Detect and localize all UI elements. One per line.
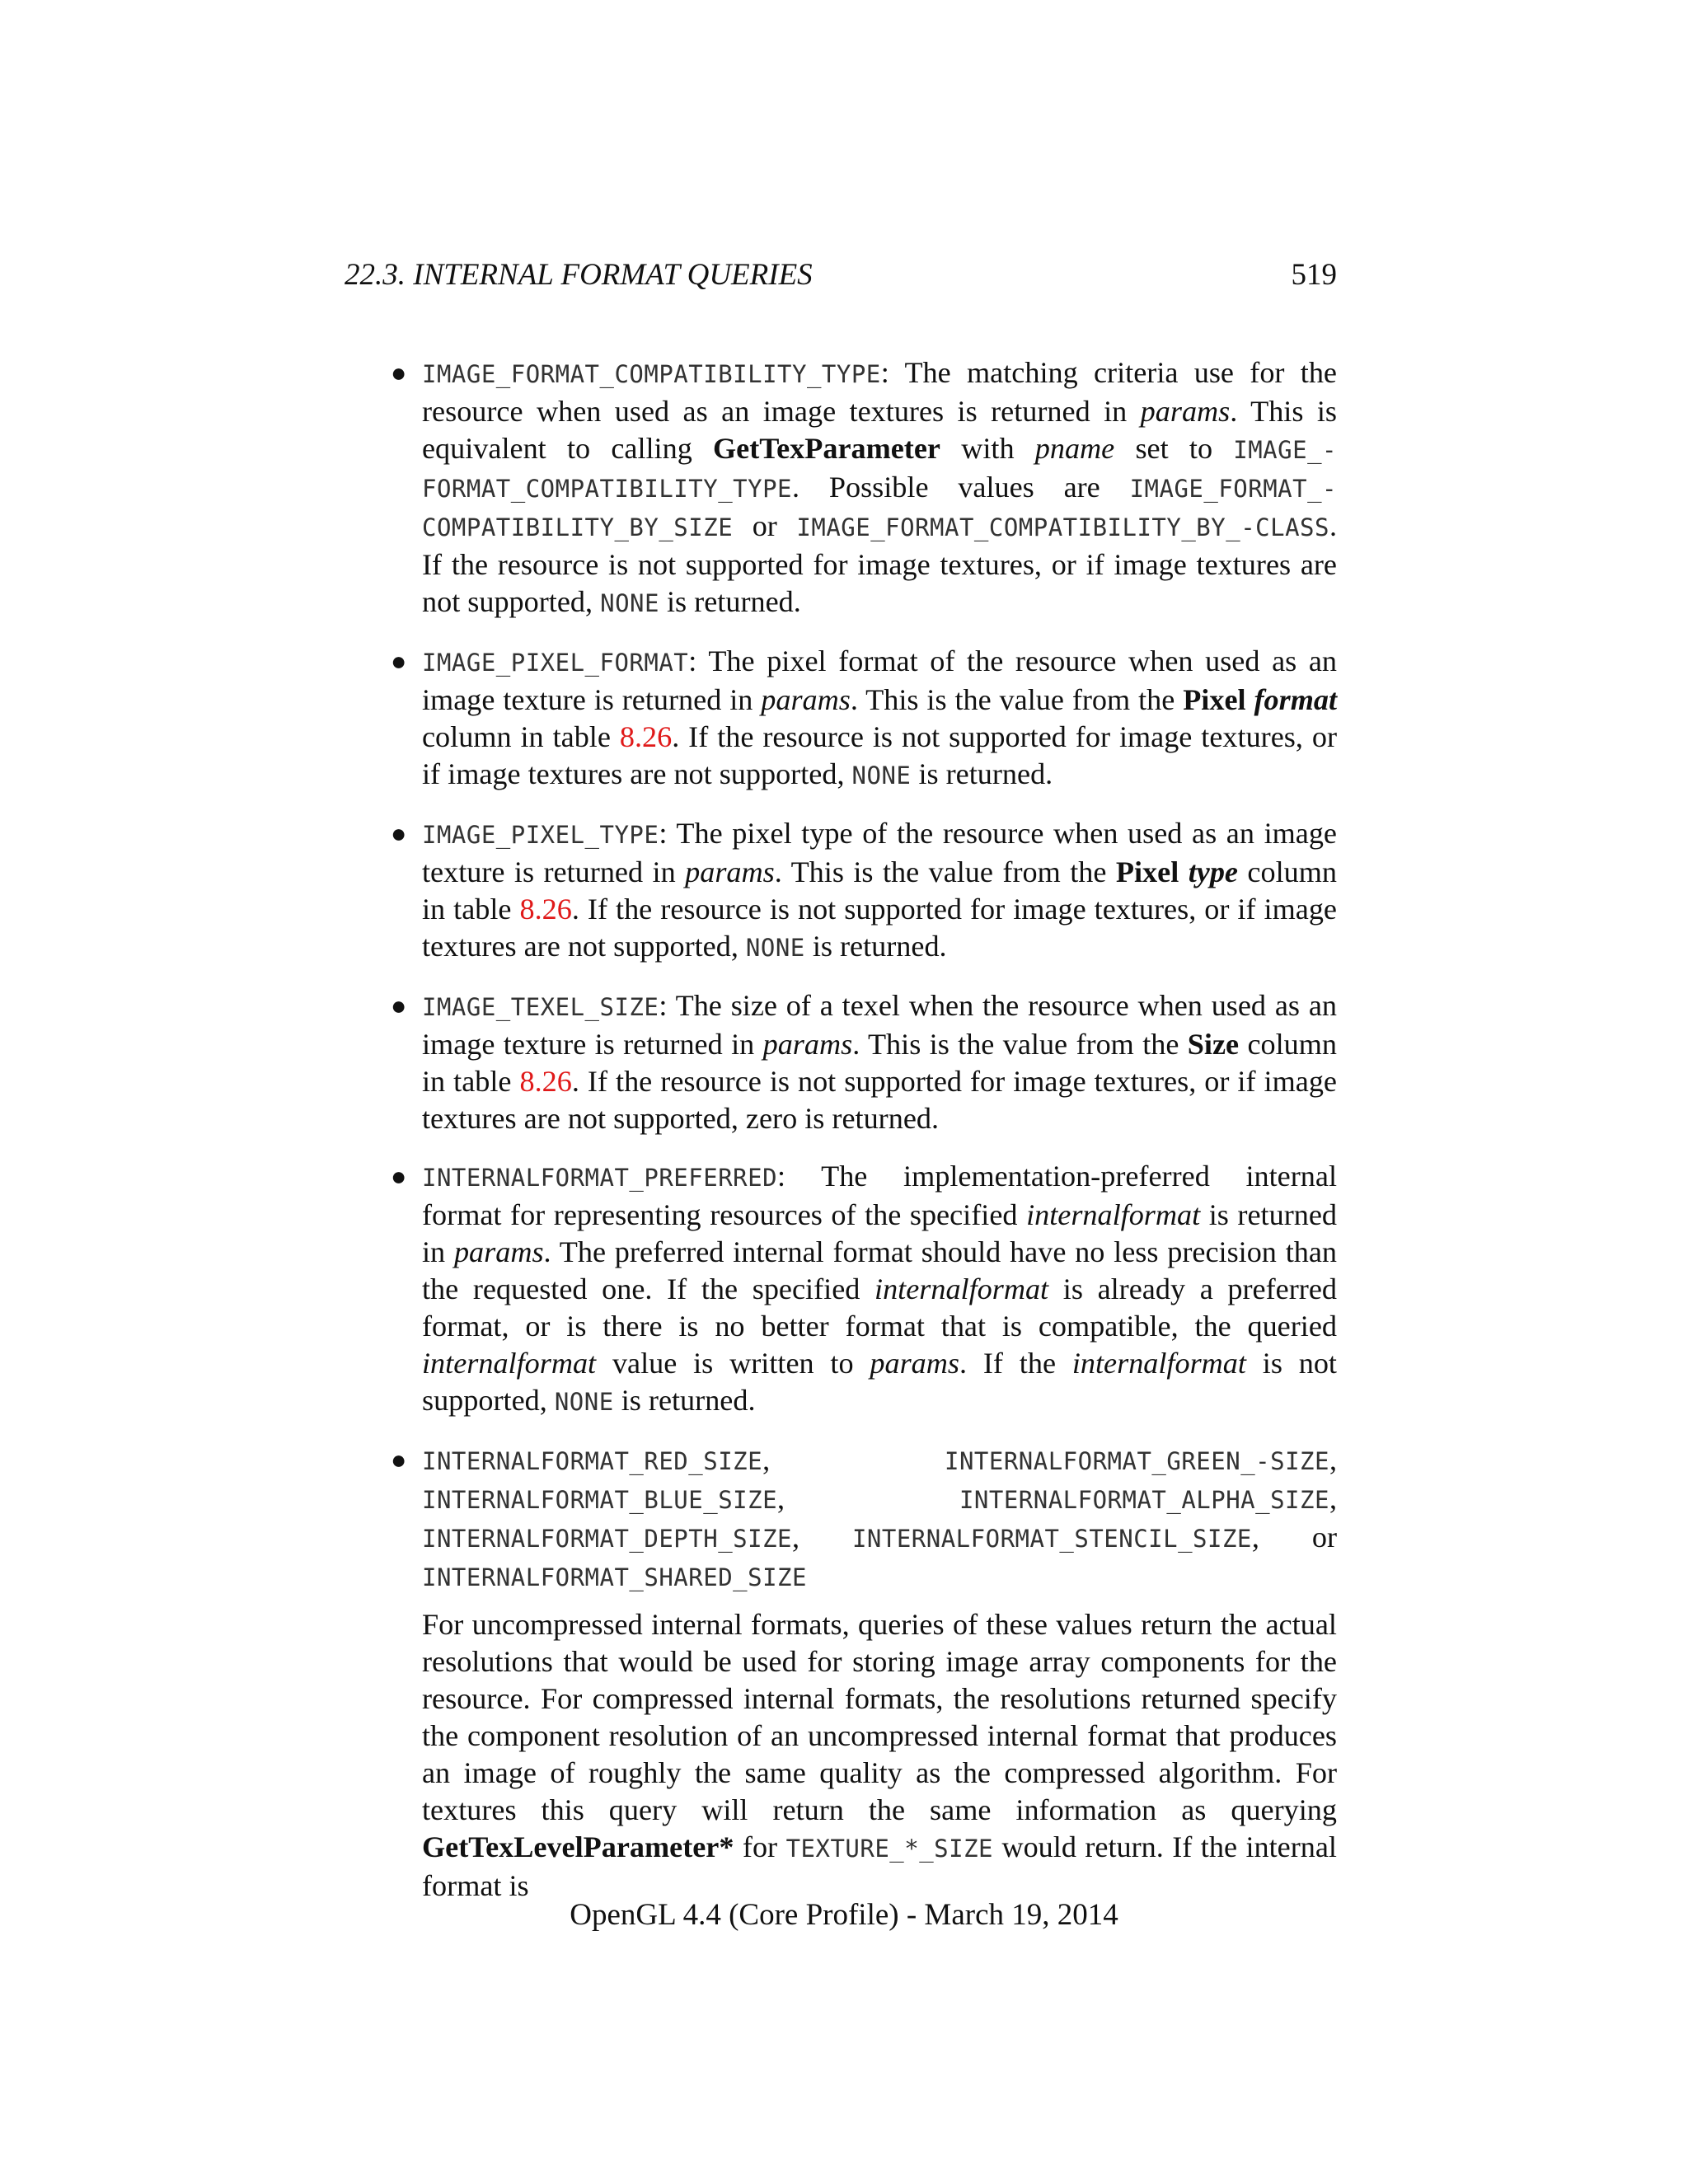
bullet-icon: ● [391,818,407,848]
bullet-icon: ● [391,991,407,1020]
text-run: For uncompressed internal formats, queries of these values return the actual resolutions that would be used for storing image array components for the resource. For compressed internal formats, the resolutions returned specify the component resolution of an uncompressed internal format that produces an image of roughly the same quality as the compressed algorithm. For textures this query will return the same information as querying [422,1608,1337,1826]
italic-term: params [453,1235,544,1268]
text-run: set to [1114,432,1234,465]
code-token: IMAGE_-FORMAT_COMPATIBILITY_TYPE [422,436,1337,503]
text-run: . If the resource is not supported for image textures, or if image textures are not supported, [422,893,1337,963]
item-paragraph [422,987,1337,1137]
code-token: INTERNALFORMAT_PREFERRED [422,1164,778,1192]
bold-italic-term: type [1188,855,1238,888]
text-run: . If the resource is not supported for image textures, or if image textures are not supported, [422,509,1337,618]
italic-term: internalformat [1071,1347,1246,1380]
code-token: INTERNALFORMAT_DEPTH_SIZE [422,1525,792,1553]
text-run: or [733,509,797,542]
text-run: , [762,1443,945,1476]
code-token: INTERNALFORMAT_BLUE_SIZE [422,1486,778,1514]
text-run: : The pixel type of the resource when used as an image texture is returned in [422,817,1337,888]
item-paragraph [422,354,1337,622]
text-run: . This is the value from the [850,683,1184,716]
text-run: column in table [422,720,620,753]
list-item [391,1441,1337,1905]
bold-term: Size [1187,1028,1240,1061]
text-run: : The size of a texel when the resource when used as an image texture is returned in [422,989,1337,1061]
table-reference-link[interactable]: 8.26 [519,1065,572,1098]
text-run: . The preferred internal format should have no less precision than the requested one. If the specified [422,1235,1337,1305]
code-token: IMAGE_PIXEL_TYPE [422,821,659,849]
text-run: with [940,432,1035,465]
text-run: is returned. [911,757,1053,790]
item-paragraph [422,643,1337,794]
code-token: INTERNALFORMAT_RED_SIZE [422,1447,763,1475]
text-run: is already a preferred format, or is there is no better format that is compatible, the queried [422,1272,1337,1343]
code-token: IMAGE_FORMAT_-COMPATIBILITY_BY_SIZE [422,475,1337,541]
text-run: , [1329,1482,1337,1515]
text-run: is returned. [804,930,947,963]
text-run: : The matching criteria use for the resource when used as an image textures is returned in [422,356,1337,428]
bold-term: GetTexLevelParameter* [422,1830,734,1863]
italic-term: pname [1034,432,1115,465]
text-run: . This is the value from the [774,855,1116,888]
italic-term: params [685,855,775,888]
text-run: . This is equivalent to calling [422,395,1337,465]
item-paragraph [422,1158,1337,1421]
italic-term: params [761,683,851,716]
text-run: . This is the value from the [852,1028,1188,1061]
bullet-icon: ● [391,1161,407,1191]
text-run: column in table [422,1028,1338,1098]
text-run: would return. If the internal format is [422,1830,1337,1902]
code-token: NONE [745,934,805,962]
code-token: INTERNALFORMAT_SHARED_SIZE [422,1563,807,1591]
text-run: column in table [422,855,1337,926]
text-run: for [734,1830,786,1863]
list-item [391,354,1337,622]
italic-term: params [762,1028,853,1061]
code-token: NONE [600,589,659,617]
item-paragraph [422,815,1337,967]
running-title: 22.3. INTERNAL FORMAT QUERIES [345,258,813,292]
page-footer: OpenGL 4.4 (Core Profile) - March 19, 2014 [570,1898,1118,1932]
item-continuation-paragraph [422,1606,1337,1905]
bold-term: Pixel [1183,683,1254,716]
bullet-icon: ● [391,1445,407,1474]
list-item [391,987,1337,1137]
text-run: is returned in [422,1198,1337,1268]
list-item [391,1158,1337,1421]
table-reference-link[interactable]: 8.26 [619,720,673,753]
text-run: is returned. [613,1384,756,1417]
text-run: . If the resource is not supported for image textures, or if image textures are not supported, zero is returned. [422,1065,1337,1135]
text-run: . If the [959,1347,1072,1380]
table-reference-link[interactable]: 8.26 [519,893,572,926]
list-item [391,643,1337,794]
italic-term: params [870,1347,959,1380]
code-token: IMAGE_PIXEL_FORMAT [422,649,689,677]
code-token: IMAGE_TEXEL_SIZE [422,993,659,1021]
item-paragraph [422,1441,1337,1596]
text-run: , [792,1521,852,1554]
bold-term: GetTexParameter [713,432,940,465]
text-run: , [1329,1443,1337,1476]
bold-term: Pixel [1115,855,1189,888]
bold-italic-term: format [1254,683,1337,716]
code-token: IMAGE_FORMAT_COMPATIBILITY_TYPE [422,360,881,388]
text-run: : The pixel format of the resource when used as an image texture is returned in [422,644,1337,716]
list-item [391,815,1337,967]
code-token: NONE [554,1388,614,1416]
text-run: value is written to [596,1347,870,1380]
text-run: is not supported, [422,1347,1337,1417]
italic-term: internalformat [874,1272,1049,1305]
page-header [345,257,1337,293]
bullet-icon: ● [391,358,407,387]
page-number: 519 [1291,258,1337,292]
code-token: IMAGE_FORMAT_COMPATIBILITY_BY_-CLASS [796,513,1329,541]
italic-term: internalformat [422,1347,597,1380]
text-run: . If the resource is not supported for image textures, or if image textures are not supported, [422,720,1337,790]
text-run: is returned. [659,585,801,618]
italic-term: internalformat [1026,1198,1201,1231]
code-token: INTERNALFORMAT_GREEN_-SIZE [945,1447,1329,1475]
text-run: , [777,1482,959,1515]
text-run: . Possible values are [792,471,1130,504]
code-token: INTERNALFORMAT_STENCIL_SIZE [851,1525,1252,1553]
italic-term: params [1140,395,1231,428]
text-run: : The implementation-preferred internal format for representing resources of the specified [422,1160,1337,1231]
code-token: TEXTURE_*_SIZE [785,1835,993,1863]
code-token: INTERNALFORMAT_ALPHA_SIZE [959,1486,1329,1514]
bullet-icon: ● [391,646,407,676]
code-token: NONE [851,762,912,790]
text-run: , or [1251,1521,1337,1554]
main-content [391,354,1337,1925]
